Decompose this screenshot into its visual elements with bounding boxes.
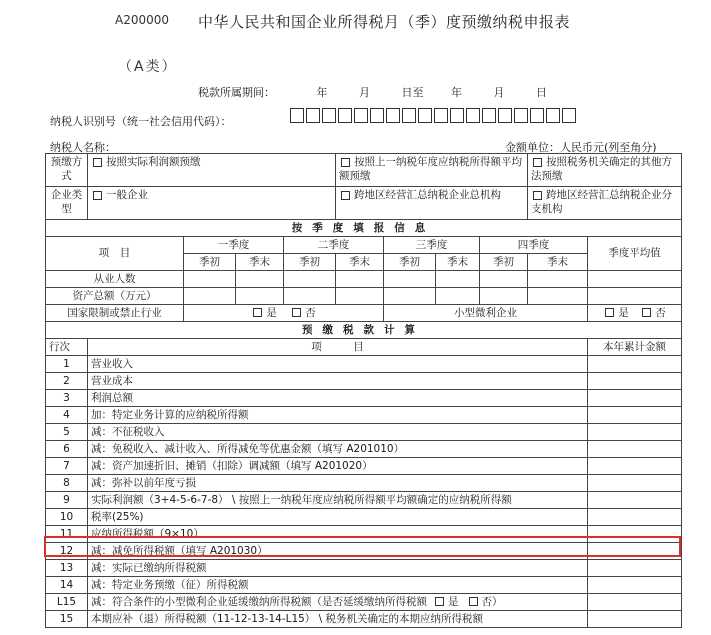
calc-row: [46, 594, 682, 611]
input-cell[interactable]: [384, 288, 436, 305]
yes-label: 是: [618, 306, 629, 319]
method-option-label: 按照上一纳税年度应纳税所得额平均额预缴: [339, 156, 523, 182]
restricted-industry-label: 国家限制或禁止行业: [46, 305, 184, 322]
line-no: 8: [46, 475, 88, 492]
amount-cell[interactable]: [588, 543, 682, 560]
line-item-label: 本期应补（退）所得税额（11-12-13-14-L15） \ 税务机关确定的本期应纳所得税额: [91, 612, 484, 625]
line-item-label: 减：免税收入、减计收入、所得减免等优惠金额（填写 A201010）: [91, 442, 405, 455]
input-cell[interactable]: [436, 288, 480, 305]
checkbox[interactable]: [341, 158, 350, 167]
line-item-label: 减：符合条件的小型微利企业延缓缴纳所得税额（是否延缓缴纳所得税额: [91, 595, 427, 608]
input-cell[interactable]: [480, 288, 528, 305]
line-no: 3: [46, 390, 88, 407]
checkbox[interactable]: [435, 597, 444, 606]
line-no: 4: [46, 407, 88, 424]
line-item-label: 减：不征税收入: [91, 425, 165, 438]
line-item: [88, 475, 588, 492]
line-item: [88, 560, 588, 577]
calc-row: [46, 526, 682, 543]
q3-end: 季末: [436, 254, 480, 271]
q2-end: 季末: [336, 254, 384, 271]
no-label: 否）: [481, 595, 503, 608]
method-option-average[interactable]: [336, 154, 528, 187]
calc-row: [46, 407, 682, 424]
yes-label: 是: [448, 595, 459, 608]
amount-cell[interactable]: [588, 407, 682, 424]
checkbox[interactable]: [93, 191, 102, 200]
info-heading: 按季度填报信息: [46, 220, 682, 237]
method-option-actual[interactable]: [88, 154, 336, 187]
type-option-branch[interactable]: [528, 187, 682, 220]
period-end-year[interactable]: 年: [451, 86, 462, 99]
input-cell[interactable]: [436, 271, 480, 288]
line-item-label: 实际利润额（3+4-5-6-7-8） \ 按照上一纳税年度应纳税所得额平均额确定的应纳税所得额: [91, 493, 512, 506]
q4-begin: 季初: [480, 254, 528, 271]
q3-begin: 季初: [384, 254, 436, 271]
line-item-label: 营业收入: [91, 357, 133, 370]
type-option-label: 一般企业: [106, 189, 148, 201]
line-item: [88, 543, 588, 560]
line-no: 5: [46, 424, 88, 441]
line-no: L15: [46, 594, 88, 611]
info-item-header: 项 目: [46, 237, 184, 271]
taxpayer-name-label: 纳税人名称：: [50, 141, 116, 154]
checkbox[interactable]: [533, 191, 542, 200]
line-item-label: 减：弥补以前年度亏损: [91, 476, 196, 489]
line-no: 6: [46, 441, 88, 458]
line-item: [88, 356, 588, 373]
q1-header: 一季度: [184, 237, 284, 254]
calc-row: [46, 611, 682, 628]
q1-end: 季末: [236, 254, 284, 271]
line-item: [88, 441, 588, 458]
line-no-header: 行次: [46, 339, 88, 356]
line-item-label: 减：资产加速折旧、摊销（扣除）调减额（填写 A201020）: [91, 459, 373, 472]
input-cell[interactable]: [284, 288, 336, 305]
calc-row: [46, 424, 682, 441]
line-item: [88, 424, 588, 441]
line-no: 11: [46, 526, 88, 543]
q4-end: 季末: [528, 254, 588, 271]
input-cell[interactable]: [336, 271, 384, 288]
amount-header: 本年累计金额: [588, 339, 682, 356]
line-no: 10: [46, 509, 88, 526]
restricted-industry-options[interactable]: [184, 305, 384, 322]
amount-cell[interactable]: [588, 441, 682, 458]
amount-cell[interactable]: [588, 509, 682, 526]
input-cell[interactable]: [236, 271, 284, 288]
line-no: 9: [46, 492, 88, 509]
line-no: 12: [46, 543, 88, 560]
line-item-label: 减：减免所得税额（填写 A201030）: [91, 544, 268, 557]
line-item-label: 减：特定业务预缴（征）所得税额: [91, 578, 249, 591]
period-end-month[interactable]: 月: [493, 86, 505, 99]
period-end-day[interactable]: 日: [536, 86, 547, 99]
calc-row: [46, 373, 682, 390]
line-no: 2: [46, 373, 88, 390]
calc-row: [46, 577, 682, 594]
line-item: [88, 373, 588, 390]
line-item: [88, 509, 588, 526]
method-option-other[interactable]: [528, 154, 682, 187]
amount-cell[interactable]: [588, 475, 682, 492]
input-cell[interactable]: [588, 288, 682, 305]
small-enterprise-label: 小型微利企业: [384, 305, 588, 322]
type-label: 企业类型: [46, 187, 88, 220]
method-row: [46, 154, 682, 187]
line-no: 14: [46, 577, 88, 594]
line-no: 15: [46, 611, 88, 628]
period-label: 税款所属期间：: [198, 86, 275, 99]
input-cell[interactable]: [480, 271, 528, 288]
amount-cell[interactable]: [588, 424, 682, 441]
amount-cell[interactable]: [588, 492, 682, 509]
calc-row: [46, 543, 682, 560]
type-option-head[interactable]: [336, 187, 528, 220]
period-start-year[interactable]: 年: [316, 86, 328, 99]
input-cell[interactable]: [184, 271, 236, 288]
calc-row: [46, 458, 682, 475]
line-item: [88, 492, 588, 509]
q3-header: 三季度: [384, 237, 480, 254]
q4-header: 四季度: [480, 237, 588, 254]
line-item-label: 应纳所得税额（9×10）: [91, 527, 204, 540]
checkbox[interactable]: [93, 158, 102, 167]
line-no: 1: [46, 356, 88, 373]
small-enterprise-options[interactable]: [588, 305, 682, 322]
taxpayer-id-label: 纳税人识别号（统一社会信用代码）：: [50, 115, 232, 128]
line-item-label: 加：特定业务计算的应纳税所得额: [91, 408, 249, 421]
input-cell[interactable]: [236, 288, 284, 305]
line-item-label: 减：实际已缴纳所得税额: [91, 561, 207, 574]
calc-heading: 预缴税款计算: [46, 322, 682, 339]
line-item: [88, 611, 588, 628]
checkbox[interactable]: [642, 308, 651, 317]
q1-begin: 季初: [184, 254, 236, 271]
amount-cell[interactable]: [588, 458, 682, 475]
line-item: [88, 407, 588, 424]
amount-unit: 金额单位：人民币元(列至角分): [505, 141, 657, 154]
calc-row: [46, 492, 682, 509]
line-item-label: 利润总额: [91, 391, 133, 404]
type-row: [46, 187, 682, 220]
period-start-month[interactable]: 月: [359, 86, 370, 99]
line-item: [88, 458, 588, 475]
q2-begin: 季初: [284, 254, 336, 271]
form-class: （A类）: [118, 59, 178, 75]
amount-cell[interactable]: [588, 577, 682, 594]
q2-header: 二季度: [284, 237, 384, 254]
checkbox[interactable]: [533, 158, 542, 167]
amount-cell[interactable]: [588, 373, 682, 390]
line-item: [88, 594, 588, 611]
input-cell[interactable]: [588, 271, 682, 288]
calc-rows: [46, 356, 682, 628]
line-item: [88, 577, 588, 594]
calc-row: [46, 356, 682, 373]
yes-label: 是: [266, 306, 277, 319]
method-label: 预缴方式: [46, 154, 88, 187]
amount-cell[interactable]: [588, 390, 682, 407]
no-label: 否: [655, 306, 666, 319]
line-item-label: 营业成本: [91, 374, 133, 387]
input-cell[interactable]: [284, 271, 336, 288]
input-cell[interactable]: [336, 288, 384, 305]
method-option-label: 按照实际利润额预缴: [106, 156, 201, 168]
input-cell[interactable]: [528, 271, 588, 288]
checkbox[interactable]: [292, 308, 301, 317]
line-no: 7: [46, 458, 88, 475]
employees-label: 从业人数: [46, 271, 184, 288]
declaration-table: [45, 153, 682, 628]
calc-row: [46, 441, 682, 458]
type-option-general[interactable]: [88, 187, 336, 220]
type-option-label: 跨地区经营汇总纳税企业总机构: [354, 189, 502, 201]
line-item: [88, 526, 588, 543]
line-item: [88, 390, 588, 407]
method-option-label: 按照税务机关确定的其他方法预缴: [531, 156, 673, 182]
calc-row: [46, 560, 682, 577]
input-cell[interactable]: [384, 271, 436, 288]
calc-row: [46, 390, 682, 407]
amount-cell[interactable]: [588, 594, 682, 611]
checkbox[interactable]: [469, 597, 478, 606]
line-item-label: 税率(25%): [91, 510, 144, 523]
no-label: 否: [305, 306, 316, 319]
tax-period: [198, 84, 547, 100]
amount-cell[interactable]: [588, 526, 682, 543]
calc-row: [46, 475, 682, 492]
checkbox[interactable]: [253, 308, 262, 317]
form-code: A200000: [115, 13, 170, 27]
calc-row: [46, 509, 682, 526]
form-title: 中华人民共和国企业所得税月（季）度预缴纳税申报表: [198, 13, 571, 31]
item-header: 项 目: [88, 339, 588, 356]
amount-cell[interactable]: [588, 611, 682, 628]
amount-cell[interactable]: [588, 560, 682, 577]
assets-label: 资产总额（万元）: [46, 288, 184, 305]
input-cell[interactable]: [528, 288, 588, 305]
checkbox[interactable]: [605, 308, 614, 317]
line-no: 13: [46, 560, 88, 577]
type-option-label: 跨地区经营汇总纳税企业分支机构: [531, 189, 673, 215]
period-start-day[interactable]: 日至: [401, 86, 424, 99]
checkbox[interactable]: [341, 191, 350, 200]
input-cell[interactable]: [184, 288, 236, 305]
avg-header: 季度平均值: [588, 237, 682, 271]
taxpayer-id-boxes[interactable]: [290, 108, 576, 123]
amount-cell[interactable]: [588, 356, 682, 373]
